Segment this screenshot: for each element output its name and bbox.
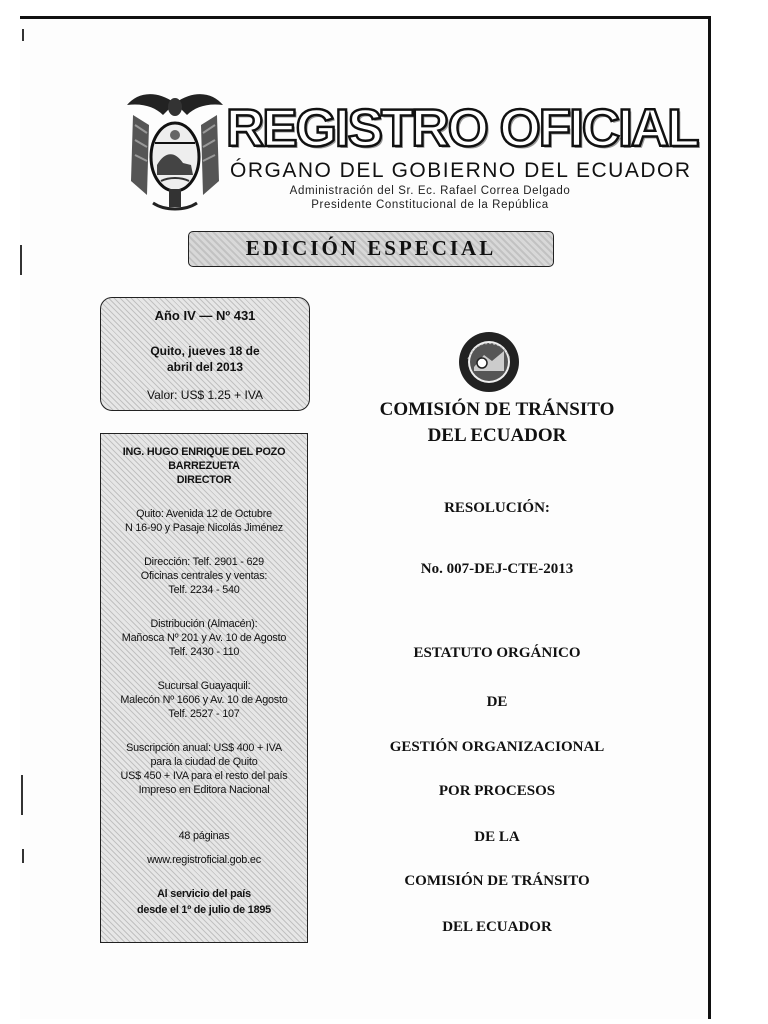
resolution-label: RESOLUCIÓN: xyxy=(444,500,550,516)
statute-title-line: ESTATUTO ORGÁNICO xyxy=(413,645,581,661)
statute-title-line: DE xyxy=(486,694,508,710)
director-name: ING. HUGO ENRIQUE DEL POZO xyxy=(122,446,286,458)
scan-mark xyxy=(22,849,24,863)
info-line: Malecón Nº 1606 y Av. 10 de Agosto xyxy=(120,694,288,706)
publisher-info-box xyxy=(100,433,308,943)
info-line: Al servicio del país xyxy=(157,888,251,900)
statute-title-line: POR PROCESOS xyxy=(438,783,556,799)
statute-title-line: GESTIÓN ORGANIZACIONAL xyxy=(389,739,605,755)
director-title: DIRECTOR xyxy=(176,474,232,486)
administration-line: Administración del Sr. Ec. Rafael Correa Delgado xyxy=(289,185,571,197)
info-line: Telf. 2234 - 540 xyxy=(168,584,240,596)
institution-name: DEL ECUADOR xyxy=(427,425,567,446)
info-line: Suscripción anual: US$ 400 + IVA xyxy=(126,742,282,754)
page-count: 48 páginas xyxy=(178,830,230,842)
publication-subtitle: ÓRGANO DEL GOBIERNO DEL ECUADOR xyxy=(230,159,692,182)
president-line: Presidente Constitucional de la República xyxy=(311,199,549,211)
issue-date: Quito, jueves 18 de xyxy=(150,344,260,358)
issue-info-box xyxy=(100,297,310,411)
ecuador-coat-of-arms-icon xyxy=(125,85,225,215)
info-line: Oficinas centrales y ventas: xyxy=(140,570,268,582)
statute-title-line: DE LA xyxy=(474,829,520,845)
issue-year-number: Año IV — Nº 431 xyxy=(154,308,256,323)
info-line: Distribución (Almacén): xyxy=(150,618,258,630)
document-page xyxy=(20,16,711,1019)
info-line: Sucursal Guayaquil: xyxy=(157,680,251,692)
scan-mark xyxy=(20,245,22,275)
website: www.registroficial.gob.ec xyxy=(147,854,261,866)
statute-title-line: COMISIÓN DE TRÁNSITO xyxy=(404,873,590,889)
info-line: para la ciudad de Quito xyxy=(150,756,258,768)
info-line: Quito: Avenida 12 de Octubre xyxy=(136,508,272,520)
info-line: Impreso en Editora Nacional xyxy=(138,784,270,796)
resolution-number: No. 007-DEJ-CTE-2013 xyxy=(420,561,574,577)
issue-price: Valor: US$ 1.25 + IVA xyxy=(147,388,263,402)
issue-date: abril del 2013 xyxy=(166,360,244,374)
publication-title: REGISTRO OFICIAL xyxy=(226,99,698,158)
info-line: Mañosca Nº 201 y Av. 10 de Agosto xyxy=(121,632,287,644)
info-line: N 16-90 y Pasaje Nicolás Jiménez xyxy=(124,522,284,534)
statute-title-line: DEL ECUADOR xyxy=(442,919,552,935)
special-edition-label: EDICIÓN ESPECIAL xyxy=(245,236,497,260)
info-line: desde el 1º de julio de 1895 xyxy=(137,904,271,916)
cte-seal-icon xyxy=(458,331,520,393)
info-line: Dirección: Telf. 2901 - 629 xyxy=(144,556,264,568)
scan-mark xyxy=(21,775,23,815)
special-edition-banner xyxy=(188,231,554,267)
info-line: Telf. 2527 - 107 xyxy=(168,708,240,720)
institution-name: COMISIÓN DE TRÁNSITO xyxy=(379,399,615,420)
scan-mark xyxy=(22,29,24,41)
info-line: Telf. 2430 - 110 xyxy=(168,646,240,658)
director-name: BARREZUETA xyxy=(168,460,240,472)
info-line: US$ 450 + IVA para el resto del país xyxy=(120,770,288,782)
